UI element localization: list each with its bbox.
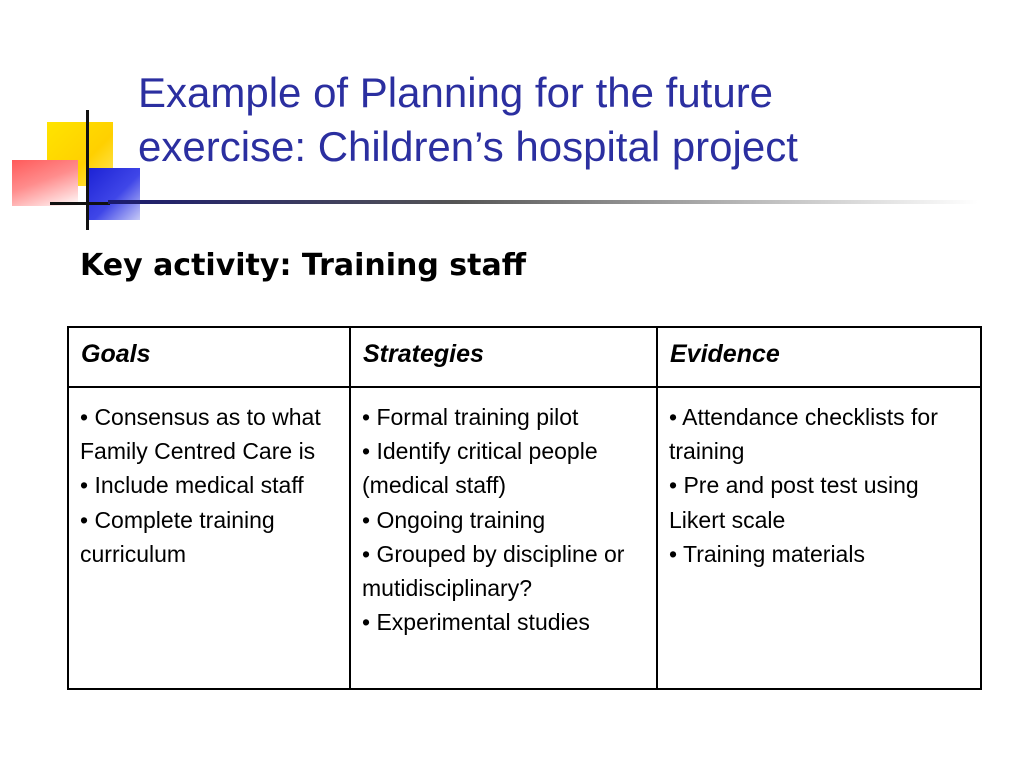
slide-title <box>138 66 998 174</box>
header-strategies: Strategies <box>350 327 657 387</box>
strategy-item: • Grouped by discipline or mutidisciplinary? <box>362 540 625 602</box>
evidence-cell <box>657 387 981 689</box>
evidence-item: • Training materials <box>669 540 865 567</box>
title-divider <box>108 200 978 204</box>
title-line-2: exercise: Children’s hospital project <box>138 123 798 170</box>
goal-item: • Consensus as to what Family Centred Care is <box>80 404 321 465</box>
planning-table <box>67 326 982 690</box>
header-goals: Goals <box>68 327 350 387</box>
horizontal-line-shape <box>50 202 110 205</box>
goals-cell <box>68 387 350 689</box>
strategy-item: • Formal training pilot <box>362 404 579 430</box>
evidence-item: • Attendance checklists for training <box>669 404 938 465</box>
strategy-item: • Experimental studies <box>362 609 590 636</box>
header-evidence: Evidence <box>657 327 981 387</box>
red-square-shape <box>12 160 78 206</box>
table-header-row <box>68 327 981 387</box>
blue-square-shape <box>88 168 140 220</box>
goal-item: • Complete training curriculum <box>80 506 275 567</box>
goal-item: • Include medical staff <box>80 472 304 499</box>
key-activity-heading: Key activity: Training staff <box>80 248 527 283</box>
title-line-1: Example of Planning for the future <box>138 69 774 116</box>
strategy-item: • Identify critical people (medical staff) <box>362 438 598 499</box>
evidence-item: • Pre and post test using Likert scale <box>669 472 919 533</box>
vertical-line-shape <box>86 110 89 230</box>
strategies-cell <box>350 387 657 689</box>
table-row <box>68 387 981 689</box>
strategy-item: • Ongoing training <box>362 506 546 533</box>
